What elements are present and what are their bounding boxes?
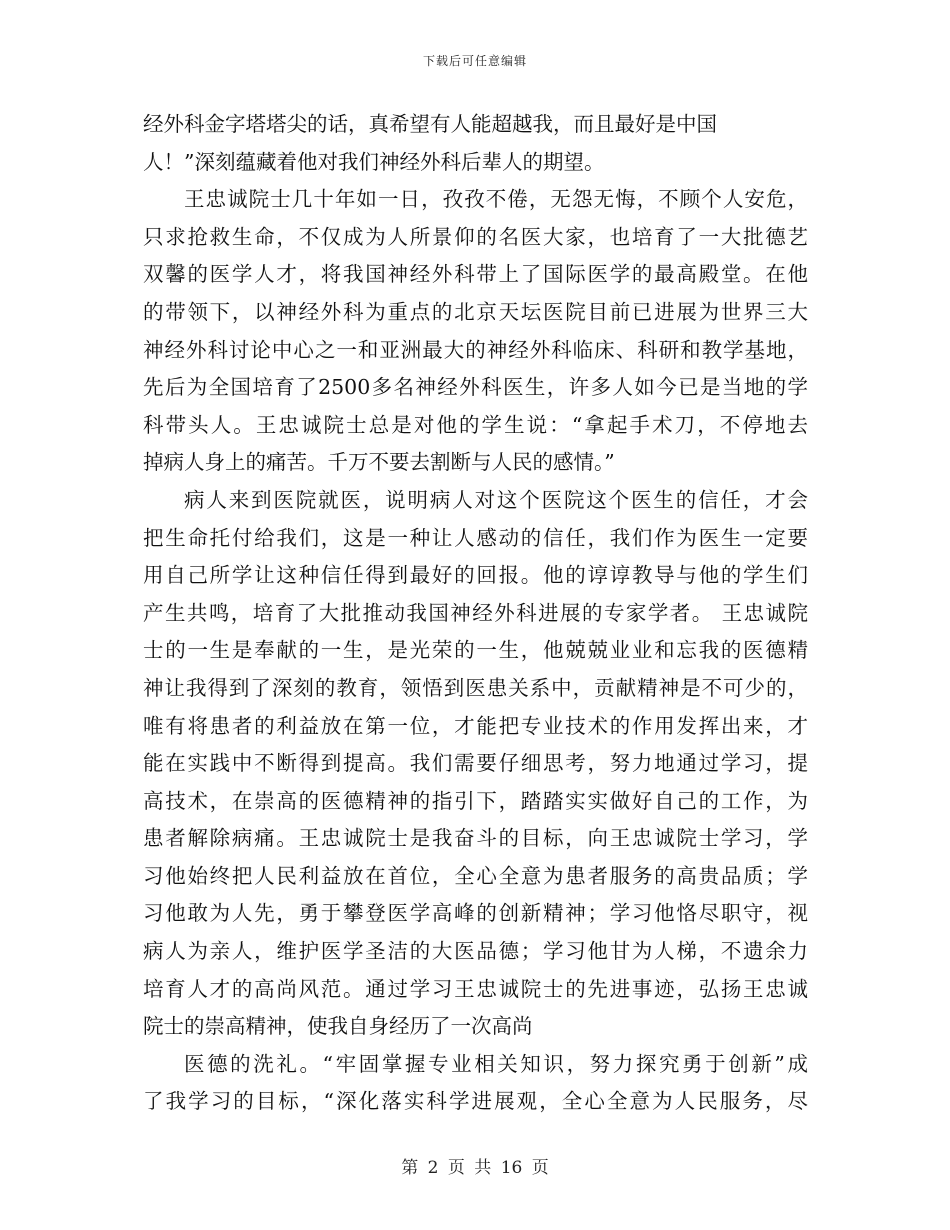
- text-line: 的带领下，以神经外科为重点的北京天坛医院目前已进展为世界三大: [143, 299, 808, 324]
- page-header: 下载后可任意编辑: [422, 54, 527, 68]
- text-line: 经外科金字塔塔尖的话，真希望有人能超越我，而且最好是中国: [143, 112, 717, 136]
- text-line: 先后为全国培育了2500多名神经外科医生，许多人如今已是当地的学: [143, 375, 808, 400]
- text-line: 神经外科讨论中心之一和亚洲最大的神经外科临床、科研和教学基地，: [143, 337, 808, 362]
- text-line: 患者解除病痛。王忠诚院士是我奋斗的目标，向王忠诚院士学习，学: [143, 826, 808, 851]
- text-line: 高技术，在崇高的医德精神的指引下，踏踏实实做好自己的工作，为: [143, 788, 808, 813]
- text-line: 医德的洗礼。“牢固掌握专业相关知识，努力探究勇于创新”成: [184, 1051, 808, 1076]
- text-line: 习他敢为人先，勇于攀登医学高峰的创新精神；学习他恪尽职守，视: [143, 901, 808, 926]
- text-line: 把生命托付给我们，这是一种让人感动的信任，我们作为医生一定要: [143, 525, 808, 550]
- text-line: 了我学习的目标，“深化落实科学进展观，全心全意为人民服务，尽: [143, 1089, 808, 1114]
- text-line: 病人来到医院就医，说明病人对这个医院这个医生的信任，才会: [184, 487, 808, 512]
- text-line: 双馨的医学人才，将我国神经外科带上了国际医学的最高殿堂。在他: [143, 262, 808, 287]
- text-line: 产生共鸣，培育了大批推动我国神经外科进展的专家学者。 王忠诚院: [143, 600, 808, 625]
- text-line: 人！”深刻蕴藏着他对我们神经外科后辈人的期望。: [143, 149, 605, 174]
- text-line: 科带头人。王忠诚院士总是对他的学生说：“拿起手术刀，不停地去: [143, 412, 808, 437]
- text-line: 唯有将患者的利益放在第一位，才能把专业技术的作用发挥出来，才: [143, 713, 808, 738]
- text-line: 只求抢救生命，不仅成为人所景仰的名医大家，也培育了一大批德艺: [143, 224, 808, 249]
- text-line: 培育人才的高尚风范。通过学习王忠诚院士的先进事迹，弘扬王忠诚: [143, 976, 808, 1001]
- text-line: 用自己所学让这种信任得到最好的回报。他的谆谆教导与他的学生们: [143, 563, 808, 588]
- text-line: 能在实践中不断得到提高。我们需要仔细思考，努力地通过学习，提: [143, 751, 808, 776]
- page-footer: 第 2 页 共 16 页: [401, 1158, 549, 1178]
- text-line: 士的一生是奉献的一生，是光荣的一生，他兢兢业业和忘我的医德精: [143, 638, 808, 663]
- text-line: 掉病人身上的痛苦。千万不要去割断与人民的感情。”: [143, 450, 615, 475]
- text-line: 院士的崇高精神，使我自身经历了一次高尚: [143, 1014, 533, 1039]
- text-line: 病人为亲人，维护医学圣洁的大医品德；学习他甘为人梯，不遗余力: [143, 939, 808, 964]
- text-line: 王忠诚院士几十年如一日，孜孜不倦，无怨无悔，不顾个人安危，: [184, 187, 808, 212]
- document-body: [143, 106, 808, 1121]
- text-line: 神让我得到了深刻的教育，领悟到医患关系中，贡献精神是不可少的，: [143, 675, 808, 700]
- text-line: 习他始终把人民利益放在首位，全心全意为患者服务的高贵品质；学: [143, 863, 808, 888]
